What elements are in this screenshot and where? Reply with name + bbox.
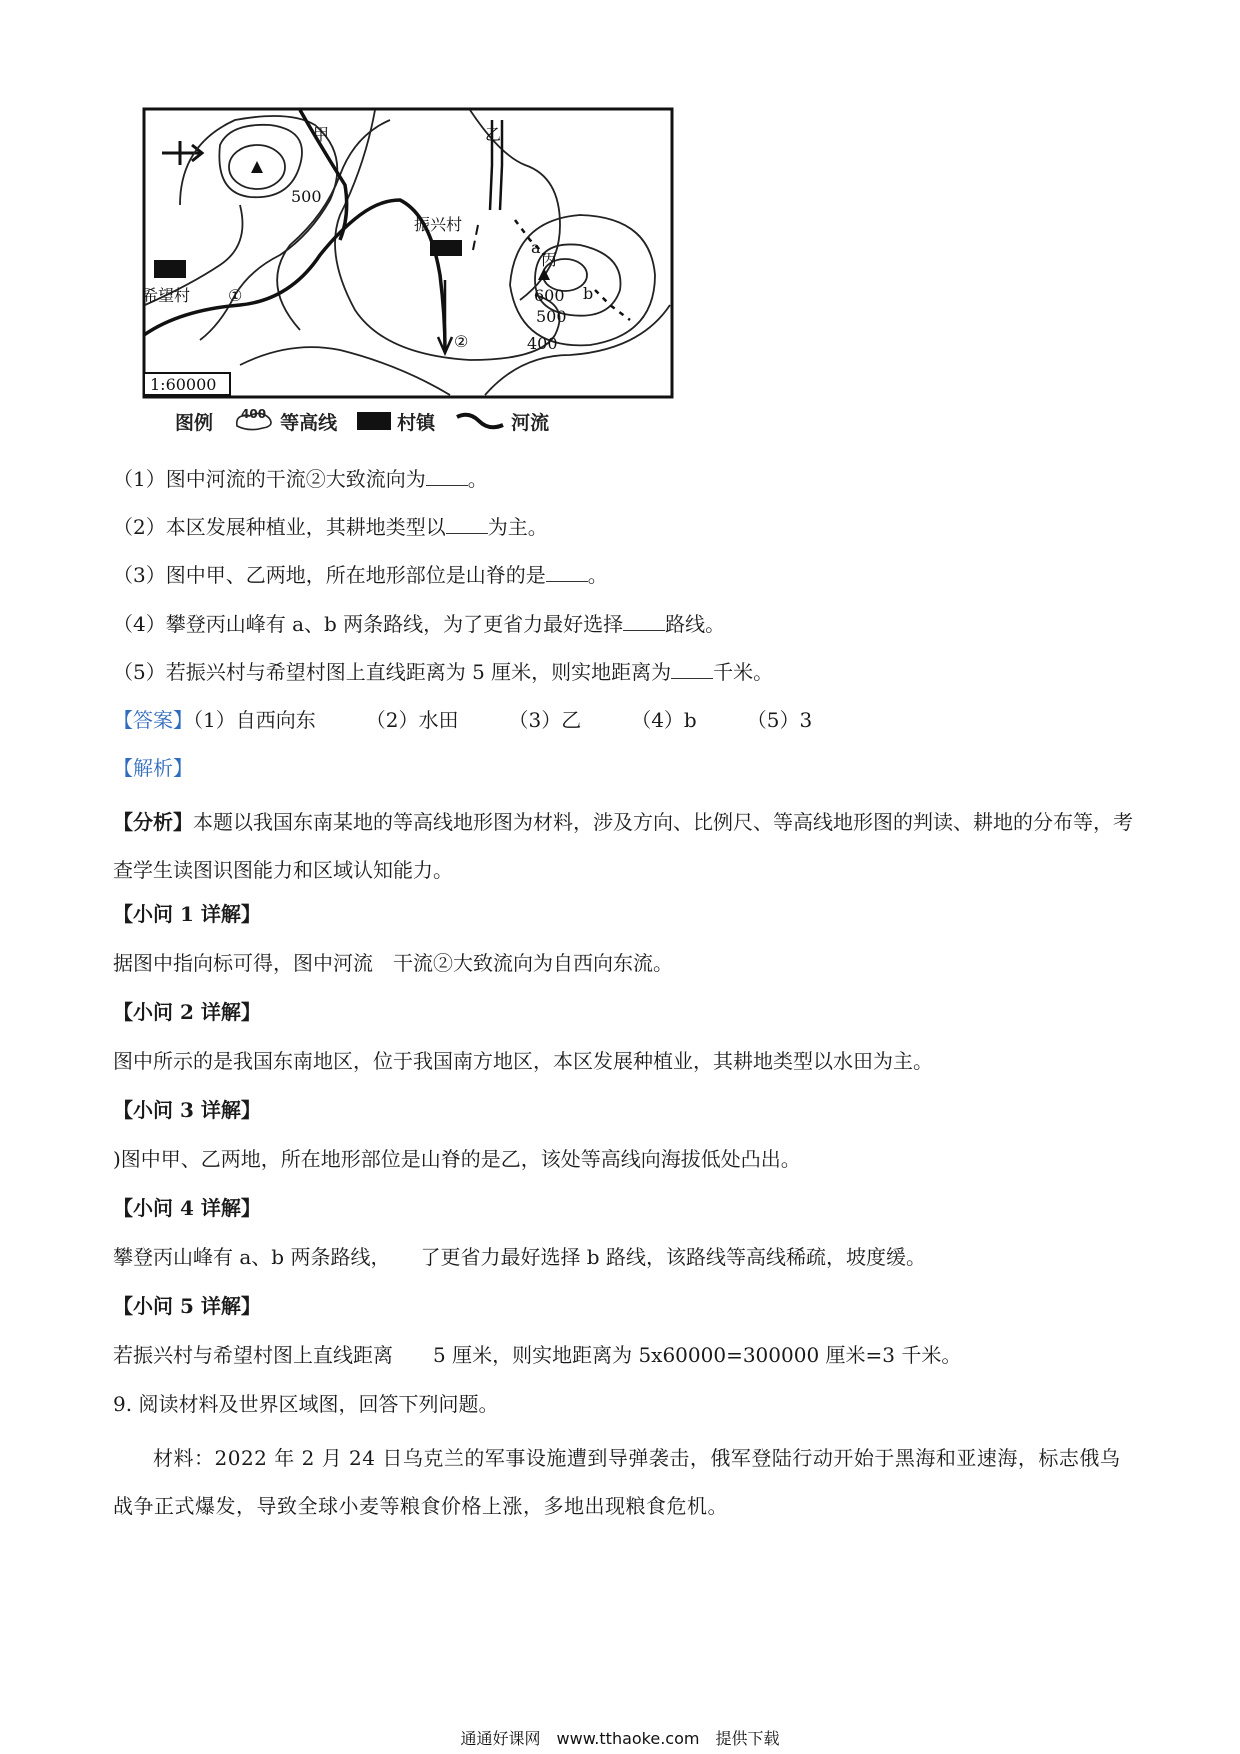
question-2-text: （2）本区发展种植业，其耕地类型以 <box>113 515 446 539</box>
legend-village <box>357 408 435 435</box>
label-point-b: b <box>583 284 594 303</box>
analysis-tag: 【分析】 <box>113 810 193 834</box>
answer-part-2: （2）水田 <box>365 708 459 732</box>
detail-5-text: 若振兴村与希望村图上直线距离 5 厘米，则实地距离为 5x60000=300000 厘米=3 千米。 <box>113 1343 962 1367</box>
question-4 <box>113 610 725 638</box>
detail-3-text: )图中甲、乙两地，所在地形部位是山脊的是乙，该处等高线向海拔低处凸出。 <box>113 1147 801 1171</box>
detail-3-title: 【小问 3 详解】 <box>113 1098 261 1122</box>
label-point-a: a <box>531 238 541 257</box>
answer-part-1: （1）自西向东 <box>193 708 316 732</box>
question-9-title: 9. 阅读材料及世界区域图，回答下列问题。 <box>113 1392 499 1416</box>
question-5-text: （5）若振兴村与希望村图上直线距离为 5 厘米，则实地距离为 <box>113 660 672 684</box>
answer-blank <box>546 561 588 582</box>
detail-1-text: 据图中指向标可得，图中河流 干流②大致流向为自西向东流。 <box>113 951 673 975</box>
question-1 <box>113 465 488 493</box>
page-footer: 通通好课网 www.tthaoke.com 提供下载 <box>460 1729 780 1748</box>
topographic-map <box>140 105 680 435</box>
detail-4-title: 【小问 4 详解】 <box>113 1196 261 1220</box>
question-4-end: 路线。 <box>665 612 726 636</box>
detail-2-title: 【小问 2 详解】 <box>113 1000 261 1024</box>
answer-part-5: （5）3 <box>746 708 813 732</box>
answer-blank <box>426 465 468 486</box>
detail-4-text: 攀登丙山峰有 a、b 两条路线， 了更省力最好选择 b 路线，该路线等高线稀疏，坡度缓。 <box>113 1245 926 1269</box>
answer-blank <box>446 513 488 534</box>
label-contour-600: 600 <box>534 286 565 305</box>
label-contour-500-right: 500 <box>536 307 567 326</box>
question-3-end: 。 <box>587 563 608 587</box>
answer-part-3: （3）乙 <box>508 708 582 732</box>
analysis-paragraph <box>113 798 1133 894</box>
answer-blank <box>671 658 713 679</box>
label-river2: ② <box>454 332 469 351</box>
village-icon <box>154 260 186 278</box>
map-frame <box>144 109 672 397</box>
legend-river-label: 河流 <box>511 411 550 434</box>
question-5 <box>113 658 773 686</box>
question-2 <box>113 513 548 541</box>
analysis-heading: 【解析】 <box>113 756 193 780</box>
label-jia: 甲 <box>313 125 330 144</box>
label-xiwang: 希望村 <box>142 286 191 305</box>
question-2-end: 为主。 <box>487 515 548 539</box>
legend-contour <box>233 408 337 435</box>
map-scale: 1:60000 <box>150 375 217 394</box>
answer-blank <box>623 610 665 631</box>
question-4-text: （4）攀登丙山峰有 a、b 两条路线，为了更省力最好选择 <box>113 612 624 636</box>
analysis-text: 本题以我国东南某地的等高线地形图为材料，涉及方向、比例尺、等高线地形图的判读、耕地的分布等，考查学生读图识图能力和区域认知能力。 <box>113 810 1133 882</box>
label-bing: 丙 <box>541 250 558 269</box>
label-contour-500-left: 500 <box>291 187 322 206</box>
label-river1: ① <box>228 286 243 305</box>
village-legend-icon <box>357 412 391 430</box>
legend-village-label: 村镇 <box>397 411 436 434</box>
answer-part-4: （4）b <box>631 708 697 732</box>
question-3-text: （3）图中甲、乙两地，所在地形部位是山脊的是 <box>113 563 546 587</box>
detail-1-title: 【小问 1 详解】 <box>113 902 261 926</box>
legend-contour-label: 等高线 <box>280 411 338 434</box>
label-contour-400: 400 <box>527 334 558 353</box>
question-1-end: 。 <box>467 467 488 491</box>
answer-line <box>113 706 812 734</box>
detail-2-text: 图中所示的是我国东南地区，位于我国南方地区，本区发展种植业，其耕地类型以水田为主。 <box>113 1049 933 1073</box>
village-icon <box>430 240 462 256</box>
label-yi: 乙 <box>485 125 502 144</box>
question-3 <box>113 561 608 589</box>
detail-5-title: 【小问 5 详解】 <box>113 1294 261 1318</box>
answer-tag: 【答案】 <box>113 708 193 732</box>
legend-river <box>455 408 549 435</box>
legend-contour-value: 400 <box>241 407 267 421</box>
question-5-end: 千米。 <box>713 660 774 684</box>
question-1-text: （1）图中河流的干流②大致流向为 <box>113 467 426 491</box>
label-zhenxing: 振兴村 <box>414 215 463 234</box>
river-legend-icon <box>455 409 505 433</box>
map-legend <box>175 404 569 438</box>
question-9-material: 材料：2022 年 2 月 24 日乌克兰的军事设施遭到导弹袭击，俄军登陆行动开始于黑海和亚速海，标志俄乌战争正式爆发，导致全球小麦等粮食价格上涨，多地出现粮食危机。 <box>113 1446 1121 1518</box>
legend-title: 图例 <box>175 411 214 434</box>
